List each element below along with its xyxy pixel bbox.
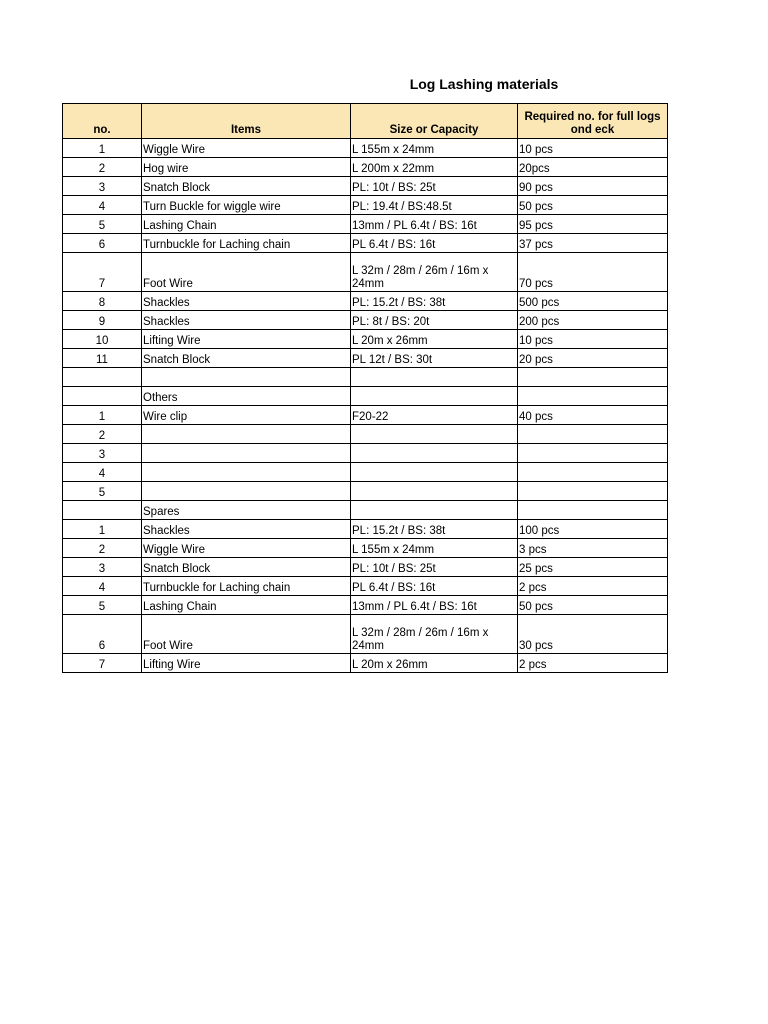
- cell-size[interactable]: [351, 463, 518, 482]
- cell-no[interactable]: 5: [63, 482, 142, 501]
- table-row: [63, 368, 668, 387]
- cell-size[interactable]: PL: 10t / BS: 25t: [351, 177, 518, 196]
- cell-item[interactable]: [142, 425, 351, 444]
- cell-size[interactable]: [351, 368, 518, 387]
- cell-required[interactable]: 30 pcs: [518, 615, 668, 654]
- cell-size[interactable]: F20-22: [351, 406, 518, 425]
- cell-required[interactable]: [518, 387, 668, 406]
- table-row: [63, 215, 668, 234]
- cell-item[interactable]: [142, 368, 351, 387]
- table-row: [63, 387, 668, 406]
- cell-item[interactable]: Wire clip: [142, 406, 351, 425]
- header-required[interactable]: Required no. for full logs ond eck: [518, 104, 668, 139]
- cell-size[interactable]: [351, 444, 518, 463]
- cell-size[interactable]: [351, 501, 518, 520]
- cell-item[interactable]: Wiggle Wire: [142, 139, 351, 158]
- cell-size[interactable]: PL: 10t / BS: 25t: [351, 558, 518, 577]
- cell-no[interactable]: 3: [63, 177, 142, 196]
- cell-no[interactable]: [63, 368, 142, 387]
- cell-no[interactable]: 11: [63, 349, 142, 368]
- cell-size[interactable]: PL: 15.2t / BS: 38t: [351, 520, 518, 539]
- cell-no[interactable]: 2: [63, 425, 142, 444]
- cell-item[interactable]: [142, 444, 351, 463]
- cell-no[interactable]: 5: [63, 215, 142, 234]
- cell-item[interactable]: Turnbuckle for Laching chain: [142, 577, 351, 596]
- cell-item[interactable]: Lashing Chain: [142, 215, 351, 234]
- table-row: [63, 196, 668, 215]
- cell-no[interactable]: 2: [63, 539, 142, 558]
- table-row: [63, 577, 668, 596]
- table-row: [63, 558, 668, 577]
- cell-item[interactable]: Snatch Block: [142, 177, 351, 196]
- table-row: [63, 520, 668, 539]
- cell-required[interactable]: 10 pcs: [518, 139, 668, 158]
- cell-item[interactable]: Shackles: [142, 292, 351, 311]
- cell-no[interactable]: [63, 387, 142, 406]
- cell-required[interactable]: 95 pcs: [518, 215, 668, 234]
- cell-required[interactable]: [518, 425, 668, 444]
- cell-no[interactable]: 2: [63, 158, 142, 177]
- cell-required[interactable]: 25 pcs: [518, 558, 668, 577]
- cell-required[interactable]: 20pcs: [518, 158, 668, 177]
- table-row: [63, 463, 668, 482]
- cell-required[interactable]: 200 pcs: [518, 311, 668, 330]
- cell-no[interactable]: 8: [63, 292, 142, 311]
- cell-required[interactable]: 2 pcs: [518, 654, 668, 673]
- cell-no[interactable]: 3: [63, 444, 142, 463]
- table-row: [63, 253, 668, 292]
- cell-required[interactable]: 90 pcs: [518, 177, 668, 196]
- cell-size[interactable]: L 32m / 28m / 26m / 16m x 24mm: [351, 253, 518, 292]
- cell-item[interactable]: Lashing Chain: [142, 596, 351, 615]
- table-row: [63, 654, 668, 673]
- cell-item[interactable]: Turn Buckle for wiggle wire: [142, 196, 351, 215]
- header-no[interactable]: no.: [63, 104, 142, 139]
- table-row: [63, 349, 668, 368]
- table-row: [63, 615, 668, 654]
- cell-size[interactable]: L 20m x 26mm: [351, 330, 518, 349]
- cell-required[interactable]: 500 pcs: [518, 292, 668, 311]
- cell-size[interactable]: L 155m x 24mm: [351, 139, 518, 158]
- cell-size[interactable]: L 200m x 22mm: [351, 158, 518, 177]
- cell-item[interactable]: Lifting Wire: [142, 654, 351, 673]
- cell-no[interactable]: 6: [63, 234, 142, 253]
- table-row: [63, 177, 668, 196]
- cell-no[interactable]: 4: [63, 463, 142, 482]
- cell-size[interactable]: PL: 8t / BS: 20t: [351, 311, 518, 330]
- cell-required[interactable]: [518, 444, 668, 463]
- cell-no[interactable]: [63, 501, 142, 520]
- cell-required[interactable]: 37 pcs: [518, 234, 668, 253]
- cell-required[interactable]: 2 pcs: [518, 577, 668, 596]
- table-row: [63, 501, 668, 520]
- cell-no[interactable]: 7: [63, 654, 142, 673]
- cell-no[interactable]: 6: [63, 615, 142, 654]
- cell-no[interactable]: 4: [63, 577, 142, 596]
- cell-size[interactable]: PL 12t / BS: 30t: [351, 349, 518, 368]
- cell-required[interactable]: [518, 501, 668, 520]
- cell-size[interactable]: PL: 15.2t / BS: 38t: [351, 292, 518, 311]
- cell-item[interactable]: Snatch Block: [142, 558, 351, 577]
- cell-required[interactable]: [518, 482, 668, 501]
- cell-required[interactable]: 70 pcs: [518, 253, 668, 292]
- cell-item[interactable]: Foot Wire: [142, 615, 351, 654]
- cell-required[interactable]: 20 pcs: [518, 349, 668, 368]
- table-row: [63, 444, 668, 463]
- table-row: [63, 311, 668, 330]
- cell-required[interactable]: 40 pcs: [518, 406, 668, 425]
- cell-no[interactable]: 10: [63, 330, 142, 349]
- cell-size[interactable]: PL 6.4t / BS: 16t: [351, 234, 518, 253]
- cell-required[interactable]: 50 pcs: [518, 596, 668, 615]
- cell-item[interactable]: Spares: [142, 501, 351, 520]
- cell-required[interactable]: [518, 368, 668, 387]
- header-row: [63, 104, 668, 139]
- cell-size[interactable]: [351, 387, 518, 406]
- table-row: [63, 330, 668, 349]
- cell-required[interactable]: [518, 463, 668, 482]
- cell-required[interactable]: 100 pcs: [518, 520, 668, 539]
- cell-size[interactable]: [351, 425, 518, 444]
- cell-no[interactable]: 1: [63, 406, 142, 425]
- cell-size[interactable]: L 155m x 24mm: [351, 539, 518, 558]
- table-row: [63, 482, 668, 501]
- cell-required[interactable]: 50 pcs: [518, 196, 668, 215]
- cell-required[interactable]: 3 pcs: [518, 539, 668, 558]
- cell-required[interactable]: 10 pcs: [518, 330, 668, 349]
- cell-item[interactable]: Wiggle Wire: [142, 539, 351, 558]
- cell-size[interactable]: PL 6.4t / BS: 16t: [351, 577, 518, 596]
- table-row: [63, 406, 668, 425]
- cell-item[interactable]: Shackles: [142, 311, 351, 330]
- table-body: [63, 139, 668, 673]
- cell-size[interactable]: PL: 19.4t / BS:48.5t: [351, 196, 518, 215]
- header-items[interactable]: Items: [142, 104, 351, 139]
- cell-no[interactable]: 1: [63, 520, 142, 539]
- cell-no[interactable]: 5: [63, 596, 142, 615]
- cell-size[interactable]: [351, 482, 518, 501]
- cell-item[interactable]: Foot Wire: [142, 253, 351, 292]
- cell-no[interactable]: 9: [63, 311, 142, 330]
- cell-item[interactable]: Snatch Block: [142, 349, 351, 368]
- cell-no[interactable]: 3: [63, 558, 142, 577]
- cell-no[interactable]: 1: [63, 139, 142, 158]
- cell-size[interactable]: L 20m x 26mm: [351, 654, 518, 673]
- cell-item[interactable]: Shackles: [142, 520, 351, 539]
- cell-item[interactable]: [142, 482, 351, 501]
- materials-table: [62, 103, 668, 673]
- table-row: [63, 158, 668, 177]
- table-row: [63, 234, 668, 253]
- table-row: [63, 596, 668, 615]
- cell-item[interactable]: [142, 463, 351, 482]
- cell-size[interactable]: 13mm / PL 6.4t / BS: 16t: [351, 215, 518, 234]
- table-row: [63, 292, 668, 311]
- cell-size[interactable]: L 32m / 28m / 26m / 16m x 24mm: [351, 615, 518, 654]
- cell-size[interactable]: 13mm / PL 6.4t / BS: 16t: [351, 596, 518, 615]
- header-size[interactable]: Size or Capacity: [351, 104, 518, 139]
- cell-item[interactable]: Turnbuckle for Laching chain: [142, 234, 351, 253]
- cell-item[interactable]: Hog wire: [142, 158, 351, 177]
- cell-no[interactable]: 4: [63, 196, 142, 215]
- sheet-title: Log Lashing materials: [409, 76, 559, 92]
- table-row: [63, 425, 668, 444]
- cell-no[interactable]: 7: [63, 253, 142, 292]
- cell-item[interactable]: Lifting Wire: [142, 330, 351, 349]
- table-row: [63, 139, 668, 158]
- table-row: [63, 539, 668, 558]
- cell-item[interactable]: Others: [142, 387, 351, 406]
